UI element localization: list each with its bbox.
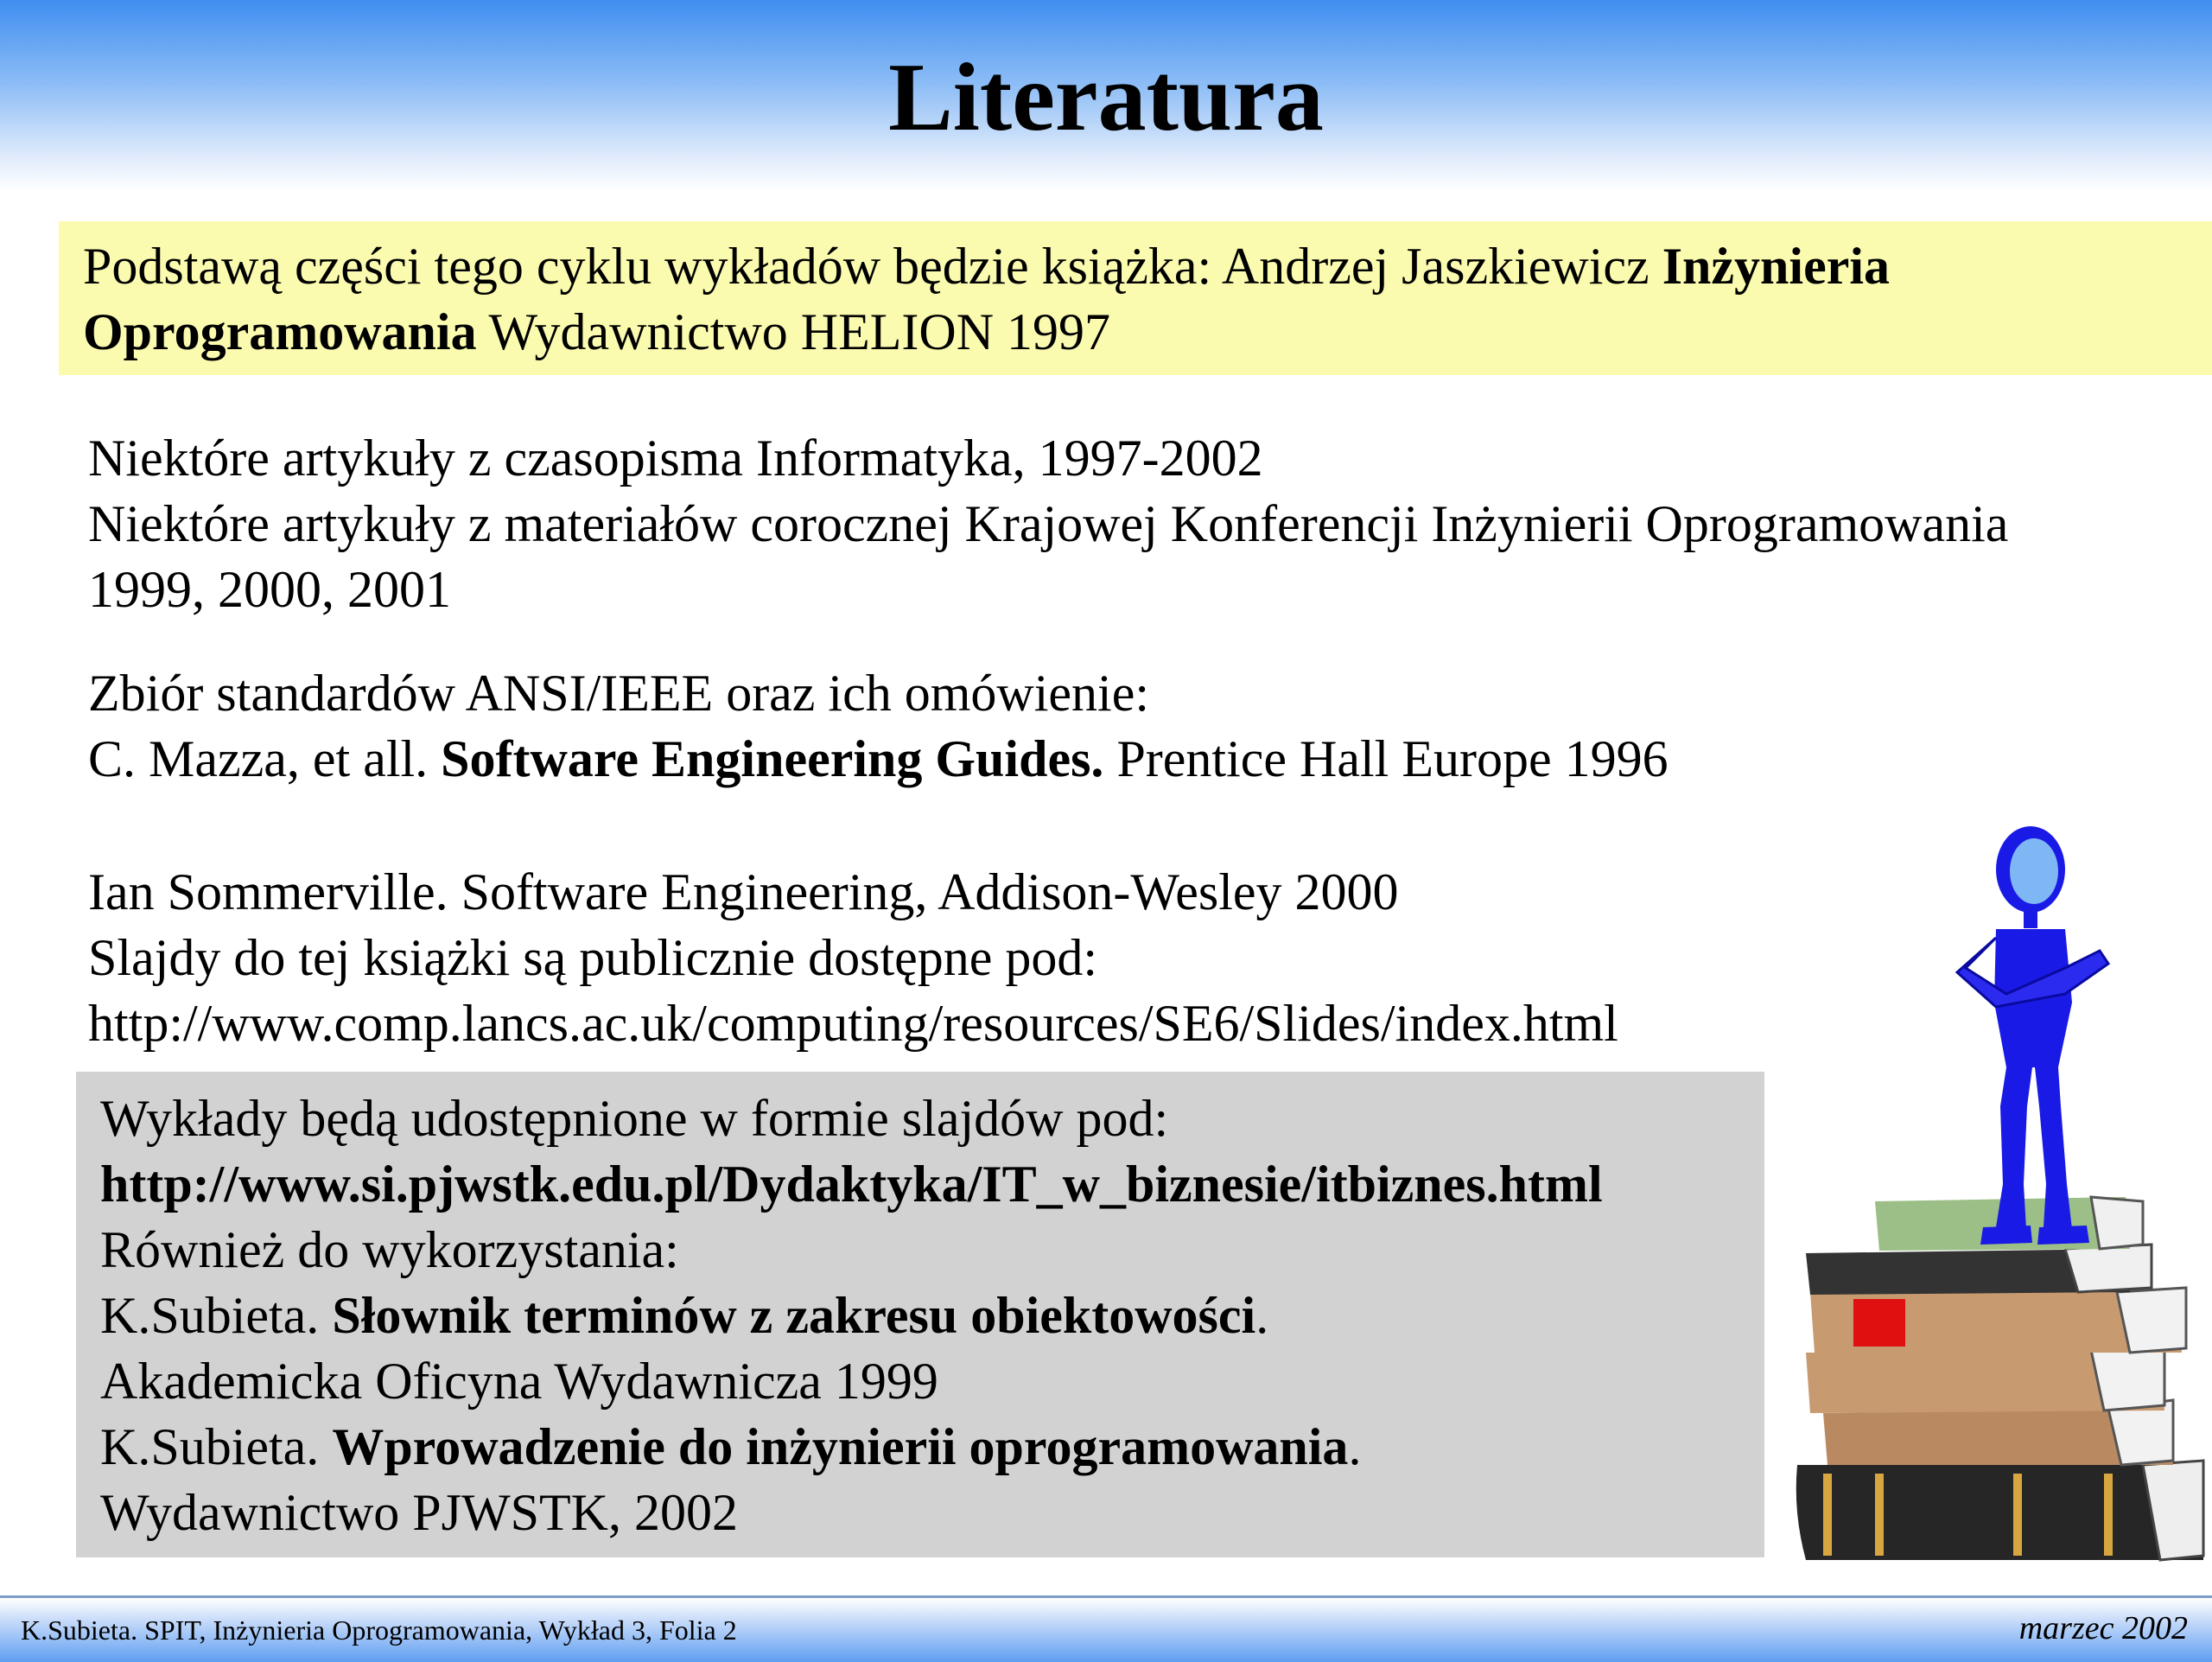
lectures-line-5: Akademicka Oficyna Wydawnicza 1999 [100,1353,938,1410]
books-stack [1796,1197,2203,1560]
lectures-url[interactable]: http://www.si.pjwstk.edu.pl/Dydaktyka/IT_w_biznesie/itbiznes.html [100,1156,1603,1213]
intro-book-title: Wprowadzenie do inżynierii oprogramowania [332,1418,1349,1475]
lectures-line-3: Również do wykorzystania: [100,1221,679,1278]
dictionary-title-period: . [1255,1287,1269,1344]
lectures-line-4 [100,1283,1268,1348]
lectures-line-1: Wykłady będą udostępnione w formie slajdów pod: [100,1090,1169,1147]
articles-line-2: Niektóre artykuły z materiałów corocznej Krajowej Konferencji Inżynierii Oprogramowania [88,495,2009,552]
footer-date: marzec 2002 [2018,1610,2188,1646]
slide-title: Literatura [888,44,1324,151]
dictionary-title: Słownik terminów z zakresu obiektowości [332,1287,1256,1344]
articles-line-1: Niektóre artykuły z czasopisma Informatyka, 1997-2002 [88,430,1263,487]
intro-text: Podstawą części tego cyklu wykładów będzie książka: Andrzej Jaszkiewicz [83,238,1662,295]
intro-publisher: Wydawnictwo HELION 1997 [476,303,1111,360]
standards-book-title: Software Engineering Guides. [441,730,1104,787]
intro-line-2 [83,299,1110,365]
sommerville-line-2: Slajdy do tej książki są publicznie dostępne pod: [88,929,1098,986]
articles-line-3: 1999, 2000, 2001 [88,561,451,618]
dictionary-author: K.Subieta. [100,1287,333,1344]
intro-line-1 [83,233,1890,299]
intro-book-title-part2: Oprogramowania [83,303,477,360]
sommerville-line-1: Ian Sommerville. Software Engineering, Addison-Wesley 2000 [88,863,1399,920]
footer-author-course: K.Subieta. SPIT, Inżynieria Oprogramowania, Wykład 3, Folia 2 [21,1614,737,1646]
lectures-line-7: Wydawnictwo PJWSTK, 2002 [100,1484,738,1541]
person-on-books-icon [1780,821,2212,1564]
intro-book-title-period: . [1348,1418,1362,1475]
standards-line-2 [88,726,1669,792]
lectures-link[interactable] [100,1151,1603,1217]
sommerville-slides-link[interactable]: http://www.comp.lancs.ac.uk/computing/resources/SE6/Slides/index.html [88,995,1618,1052]
intro-book-author: K.Subieta. [100,1418,333,1475]
lectures-line-6 [100,1414,1361,1480]
standards-line-1: Zbiór standardów ANSI/IEEE oraz ich omówienie: [88,665,1150,722]
standards-publisher: Prentice Hall Europe 1996 [1103,730,1669,787]
intro-book-title-part1: Inżynieria [1662,238,1891,295]
standing-figure [1957,826,2108,1245]
standards-author: C. Mazza, et all. [88,730,442,787]
